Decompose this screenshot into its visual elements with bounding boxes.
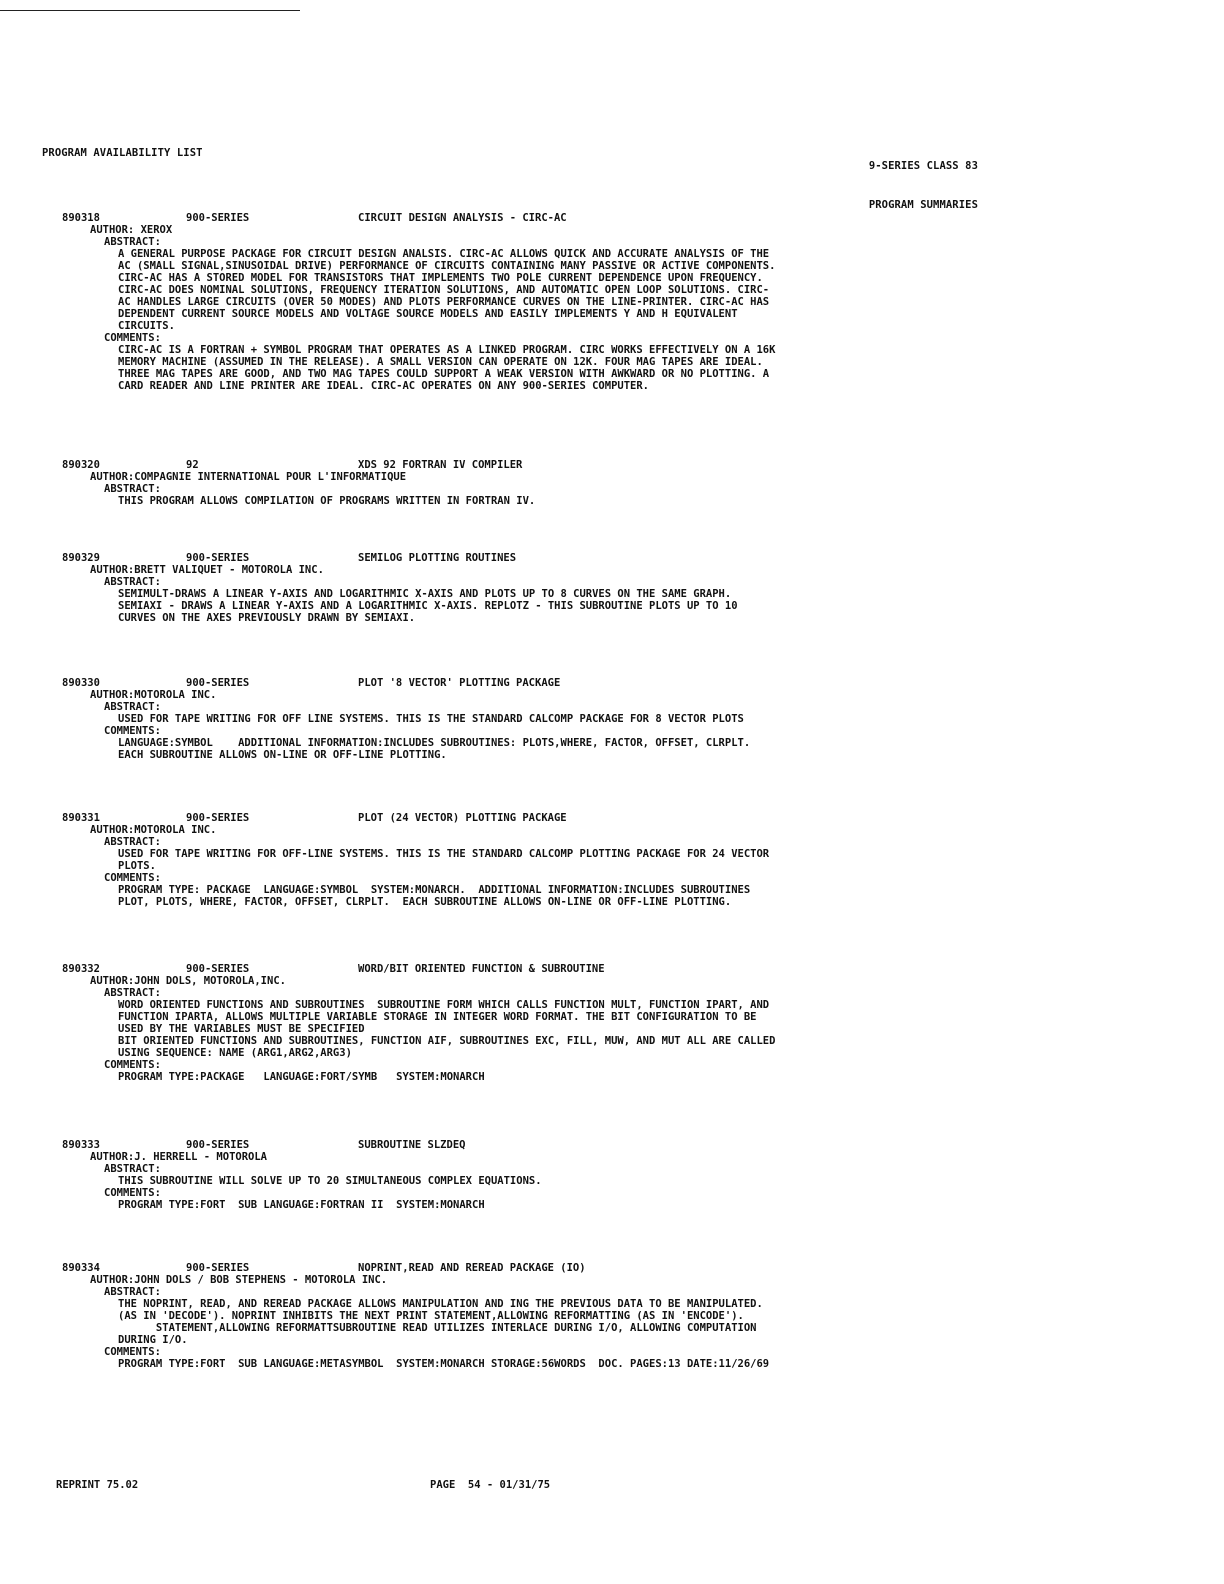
abstract-line: WORD ORIENTED FUNCTIONS AND SUBROUTINES SUBROUTINE FORM WHICH CALLS FUNCTION MULT, FUNCTION IPART, AND xyxy=(118,999,770,1011)
program-number: 890318 xyxy=(62,212,100,224)
entry-heading xyxy=(62,1139,1062,1151)
comments-line: MEMORY MACHINE (ASSUMED IN THE RELEASE). A SMALL VERSION CAN OPERATE ON 12K. FOUR MAG TAPES ARE IDEAL. xyxy=(118,356,763,368)
program-series: 900-SERIES xyxy=(186,212,250,224)
entry-heading xyxy=(62,552,1062,564)
abstract-label: ABSTRACT: xyxy=(104,1286,161,1298)
abstract-line: SEMIMULT-DRAWS A LINEAR Y-AXIS AND LOGARITHMIC X-AXIS AND PLOTS UP TO 8 CURVES ON THE SAME GRAPH. xyxy=(118,588,732,600)
program-entry xyxy=(62,1139,1062,1211)
abstract-line: (AS IN 'DECODE'). NOPRINT INHIBITS THE NEXT PRINT STATEMENT,ALLOWING REFORMATTING (AS IN 'ENCODE'). xyxy=(118,1310,744,1322)
abstract-line: CIRC-AC HAS A STORED MODEL FOR TRANSISTORS THAT IMPLEMENTS TWO POLE CURRENT DEPENDENCE UPON FREQUENCY. xyxy=(118,272,763,284)
header-right-line1: 9-SERIES CLASS 83 xyxy=(868,160,978,172)
program-number: 890320 xyxy=(62,459,100,471)
abstract-line: AC (SMALL SIGNAL,SINUSOIDAL DRIVE) PERFORMANCE OF CIRCUITS CONTAINING MANY PASSIVE OR ACTIVE COMPONENTS. xyxy=(118,260,776,272)
program-entry xyxy=(62,1262,1062,1370)
program-title: NOPRINT,READ AND REREAD PACKAGE (IO) xyxy=(358,1262,586,1274)
abstract-line: PLOTS. xyxy=(118,860,156,872)
abstract-label: ABSTRACT: xyxy=(104,576,161,588)
program-series: 900-SERIES xyxy=(186,1262,250,1274)
program-series: 900-SERIES xyxy=(186,552,250,564)
header-right-line2: PROGRAM SUMMARIES xyxy=(868,199,978,211)
program-entry xyxy=(62,459,1062,507)
abstract-line: USED BY THE VARIABLES MUST BE SPECIFIED xyxy=(118,1023,365,1035)
program-series: 92 xyxy=(186,459,199,471)
program-title: SEMILOG PLOTTING ROUTINES xyxy=(358,552,517,564)
abstract-line: DEPENDENT CURRENT SOURCE MODELS AND VOLTAGE SOURCE MODELS AND EASILY IMPLEMENTS Y AND H EQUIVALENT xyxy=(118,308,738,320)
program-title: WORD/BIT ORIENTED FUNCTION & SUBROUTINE xyxy=(358,963,605,975)
program-number: 890334 xyxy=(62,1262,100,1274)
abstract-line: USING SEQUENCE: NAME (ARG1,ARG2,ARG3) xyxy=(118,1047,352,1059)
program-series: 900-SERIES xyxy=(186,812,250,824)
abstract-line: THE NOPRINT, READ, AND REREAD PACKAGE ALLOWS MANIPULATION AND ING THE PREVIOUS DATA TO BE MANIPULATED. xyxy=(118,1298,763,1310)
program-number: 890333 xyxy=(62,1139,100,1151)
comments-label: COMMENTS: xyxy=(104,872,161,884)
abstract-line: CIRCUITS. xyxy=(118,320,175,332)
abstract-line: A GENERAL PURPOSE PACKAGE FOR CIRCUIT DESIGN ANALSIS. CIRC-AC ALLOWS QUICK AND ACCURATE ANALYSIS OF THE xyxy=(118,248,770,260)
program-series: 900-SERIES xyxy=(186,677,250,689)
abstract-label: ABSTRACT: xyxy=(104,236,161,248)
entry-heading xyxy=(62,963,1062,975)
abstract-line: CURVES ON THE AXES PREVIOUSLY DRAWN BY SEMIAXI. xyxy=(118,612,416,624)
abstract-line: STATEMENT,ALLOWING REFORMATTSUBROUTINE READ UTILIZES INTERLACE DURING I/O, ALLOWING COMPUTATION xyxy=(118,1322,757,1334)
program-author: AUTHOR:COMPAGNIE INTERNATIONAL POUR L'INFORMATIQUE xyxy=(90,471,407,483)
entry-heading xyxy=(62,1262,1062,1274)
program-entry xyxy=(62,552,1062,624)
program-author: AUTHOR:MOTOROLA INC. xyxy=(90,689,217,701)
comments-line: PROGRAM TYPE: PACKAGE LANGUAGE:SYMBOL SYSTEM:MONARCH. ADDITIONAL INFORMATION:INCLUDES SUBROUTINES xyxy=(118,884,751,896)
comments-line: EACH SUBROUTINE ALLOWS ON-LINE OR OFF-LINE PLOTTING. xyxy=(118,749,447,761)
program-entry xyxy=(62,963,1062,1083)
abstract-label: ABSTRACT: xyxy=(104,701,161,713)
abstract-line: USED FOR TAPE WRITING FOR OFF-LINE SYSTEMS. THIS IS THE STANDARD CALCOMP PLOTTING PACKAGE FOR 24 VECTOR xyxy=(118,848,770,860)
comments-line: THREE MAG TAPES ARE GOOD, AND TWO MAG TAPES COULD SUPPORT A WEAK VERSION WITH AWKWARD OR NO PLOTTING. A xyxy=(118,368,770,380)
comments-label: COMMENTS: xyxy=(104,725,161,737)
abstract-label: ABSTRACT: xyxy=(104,483,161,495)
program-author: AUTHOR: XEROX xyxy=(90,224,173,236)
comments-line: PROGRAM TYPE:FORT SUB LANGUAGE:FORTRAN II SYSTEM:MONARCH xyxy=(118,1199,485,1211)
program-number: 890329 xyxy=(62,552,100,564)
comments-line: PROGRAM TYPE:FORT SUB LANGUAGE:METASYMBOL SYSTEM:MONARCH STORAGE:56WORDS DOC. PAGES:13 DATE:11/26/69 xyxy=(118,1358,770,1370)
comments-line: CARD READER AND LINE PRINTER ARE IDEAL. CIRC-AC OPERATES ON ANY 900-SERIES COMPUTER. xyxy=(118,380,650,392)
entry-heading xyxy=(62,459,1062,471)
comments-label: COMMENTS: xyxy=(104,1059,161,1071)
header-left: PROGRAM AVAILABILITY LIST xyxy=(42,147,203,159)
program-entry xyxy=(62,212,1062,392)
footer-left: REPRINT 75.02 xyxy=(56,1479,139,1491)
program-title: CIRCUIT DESIGN ANALYSIS - CIRC-AC xyxy=(358,212,567,224)
program-title: PLOT (24 VECTOR) PLOTTING PACKAGE xyxy=(358,812,567,824)
comments-line: PROGRAM TYPE:PACKAGE LANGUAGE:FORT/SYMB SYSTEM:MONARCH xyxy=(118,1071,485,1083)
program-series: 900-SERIES xyxy=(186,963,250,975)
program-title: SUBROUTINE SLZDEQ xyxy=(358,1139,466,1151)
abstract-line: THIS PROGRAM ALLOWS COMPILATION OF PROGRAMS WRITTEN IN FORTRAN IV. xyxy=(118,495,536,507)
comments-label: COMMENTS: xyxy=(104,332,161,344)
program-number: 890332 xyxy=(62,963,100,975)
comments-line: PLOT, PLOTS, WHERE, FACTOR, OFFSET, CLRPLT. EACH SUBROUTINE ALLOWS ON-LINE OR OFF-LINE PLOTTING. xyxy=(118,896,732,908)
abstract-label: ABSTRACT: xyxy=(104,987,161,999)
abstract-line: CIRC-AC DOES NOMINAL SOLUTIONS, FREQUENCY ITERATION SOLUTIONS, AND AUTOMATIC OPEN LOOP SOLUTIONS. CIRC- xyxy=(118,284,770,296)
abstract-label: ABSTRACT: xyxy=(104,836,161,848)
program-entry xyxy=(62,677,1062,761)
footer-page: PAGE 54 - 01/31/75 xyxy=(430,1479,551,1491)
program-entry xyxy=(62,812,1062,908)
comments-line: CIRC-AC IS A FORTRAN + SYMBOL PROGRAM THAT OPERATES AS A LINKED PROGRAM. CIRC WORKS EFFECTIVELY ON A 16K xyxy=(118,344,776,356)
comments-label: COMMENTS: xyxy=(104,1346,161,1358)
program-series: 900-SERIES xyxy=(186,1139,250,1151)
program-title: XDS 92 FORTRAN IV COMPILER xyxy=(358,459,523,471)
entry-heading xyxy=(62,812,1062,824)
entry-heading xyxy=(62,212,1062,224)
program-number: 890331 xyxy=(62,812,100,824)
program-author: AUTHOR:J. HERRELL - MOTOROLA xyxy=(90,1151,268,1163)
program-author: AUTHOR:JOHN DOLS, MOTOROLA,INC. xyxy=(90,975,286,987)
abstract-line: FUNCTION IPARTA, ALLOWS MULTIPLE VARIABLE STORAGE IN INTEGER WORD FORMAT. THE BIT CONFIGURATION TO BE xyxy=(118,1011,757,1023)
entry-heading xyxy=(62,677,1062,689)
program-author: AUTHOR:BRETT VALIQUET - MOTOROLA INC. xyxy=(90,564,324,576)
abstract-line: BIT ORIENTED FUNCTIONS AND SUBROUTINES, FUNCTION AIF, SUBROUTINES EXC, FILL, MUW, AND MUT ALL ARE CALLED xyxy=(118,1035,776,1047)
abstract-line: USED FOR TAPE WRITING FOR OFF LINE SYSTEMS. THIS IS THE STANDARD CALCOMP PACKAGE FOR 8 VECTOR PLOTS xyxy=(118,713,744,725)
top-rule xyxy=(0,10,300,11)
abstract-line: THIS SUBROUTINE WILL SOLVE UP TO 20 SIMULTANEOUS COMPLEX EQUATIONS. xyxy=(118,1175,542,1187)
program-title: PLOT '8 VECTOR' PLOTTING PACKAGE xyxy=(358,677,561,689)
abstract-line: SEMIAXI - DRAWS A LINEAR Y-AXIS AND A LOGARITHMIC X-AXIS. REPLOTZ - THIS SUBROUTINE PLOTS UP TO 10 xyxy=(118,600,738,612)
abstract-line: AC HANDLES LARGE CIRCUITS (OVER 50 MODES) AND PLOTS PERFORMANCE CURVES ON THE LINE-PRINTER. CIRC-AC HAS xyxy=(118,296,770,308)
abstract-line: DURING I/O. xyxy=(118,1334,188,1346)
program-number: 890330 xyxy=(62,677,100,689)
abstract-label: ABSTRACT: xyxy=(104,1163,161,1175)
program-author: AUTHOR:JOHN DOLS / BOB STEPHENS - MOTOROLA INC. xyxy=(90,1274,388,1286)
comments-label: COMMENTS: xyxy=(104,1187,161,1199)
program-author: AUTHOR:MOTOROLA INC. xyxy=(90,824,217,836)
comments-line: LANGUAGE:SYMBOL ADDITIONAL INFORMATION:INCLUDES SUBROUTINES: PLOTS,WHERE, FACTOR, OFFSET, CLRPLT. xyxy=(118,737,751,749)
